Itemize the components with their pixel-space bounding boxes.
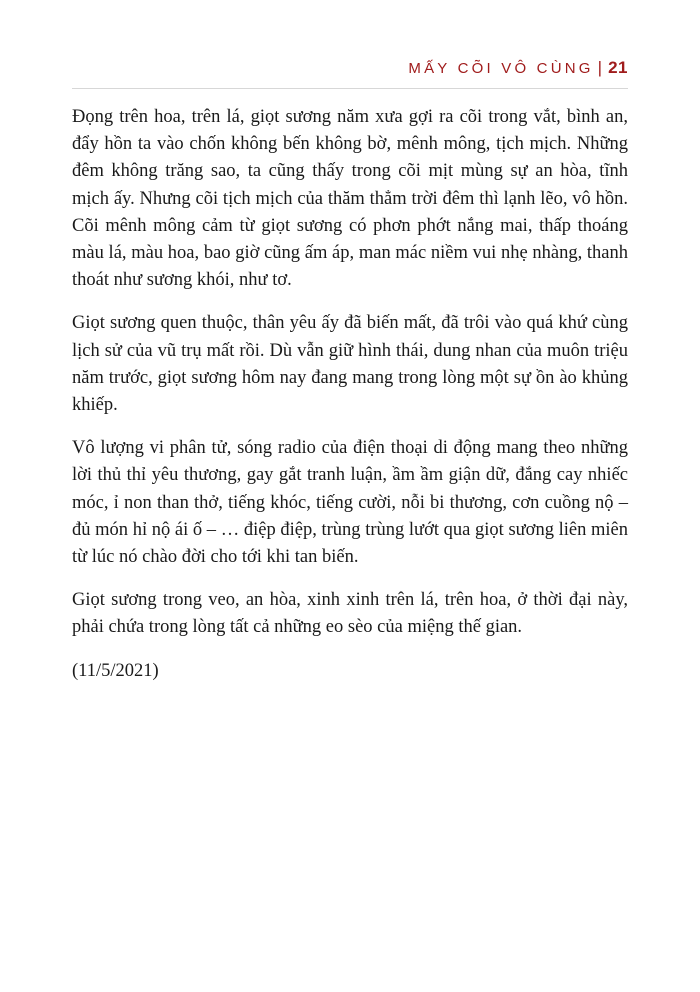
header-divider	[72, 88, 628, 89]
date-line: (11/5/2021)	[72, 660, 159, 681]
header-separator: |	[597, 58, 603, 77]
paragraph-1: Đọng trên hoa, trên lá, giọt sương năm xưa gợi ra cõi trong vắt, bình an, đẩy hồn ta vào chốn không bến không bờ, mênh mông, tịch mịch. Những đêm không trăng sao, ta cũng thấy trong cõi mịt mùng sự an hòa, tĩnh mịch ấy. Nhưng cõi tịch mịch của thăm thẳm trời đêm thì lạnh lẽo, vô hồn. Cõi mênh mông cảm từ giọt sương có phơn phớt nắng mai, thấp thoáng màu lá, màu hoa, bao giờ cũng ấm áp, man mác niềm vui nhẹ nhàng, thanh thoát như sương khói, như tơ.	[72, 107, 628, 291]
book-title: MẤY CÕI VÔ CÙNG	[408, 59, 594, 77]
paragraph-4: Giọt sương trong veo, an hòa, xinh xinh trên lá, trên hoa, ở thời đại này, phải chứa trong lòng tất cả những eo sèo của miệng thế gian.	[72, 590, 628, 638]
body-text	[72, 104, 628, 701]
paragraph-3: Vô lượng vi phân tử, sóng radio của điện thoại di động mang theo những lời thủ thỉ yêu thương, gay gắt tranh luận, ầm ầm giận dữ, đắng cay nhiếc móc, ỉ non than thở, tiếng khóc, tiếng cười, nỗi bi thương, cơn cuồng nộ – đủ món hỉ nộ ái ố – … điệp điệp, trùng trùng lướt qua giọt sương liên miên từ lúc nó chào đời cho tới khi tan biến.	[72, 438, 628, 568]
page-number: 21	[608, 58, 628, 77]
paragraph-2: Giọt sương quen thuộc, thân yêu ấy đã biến mất, đã trôi vào quá khứ cùng lịch sử của vũ trụ mất rồi. Dù vẫn giữ hình thái, dung nhan của muôn triệu năm trước, giọt sương hôm nay đang mang trong lòng một sự ồn ào khủng khiếp.	[72, 313, 628, 416]
running-header	[408, 58, 628, 78]
